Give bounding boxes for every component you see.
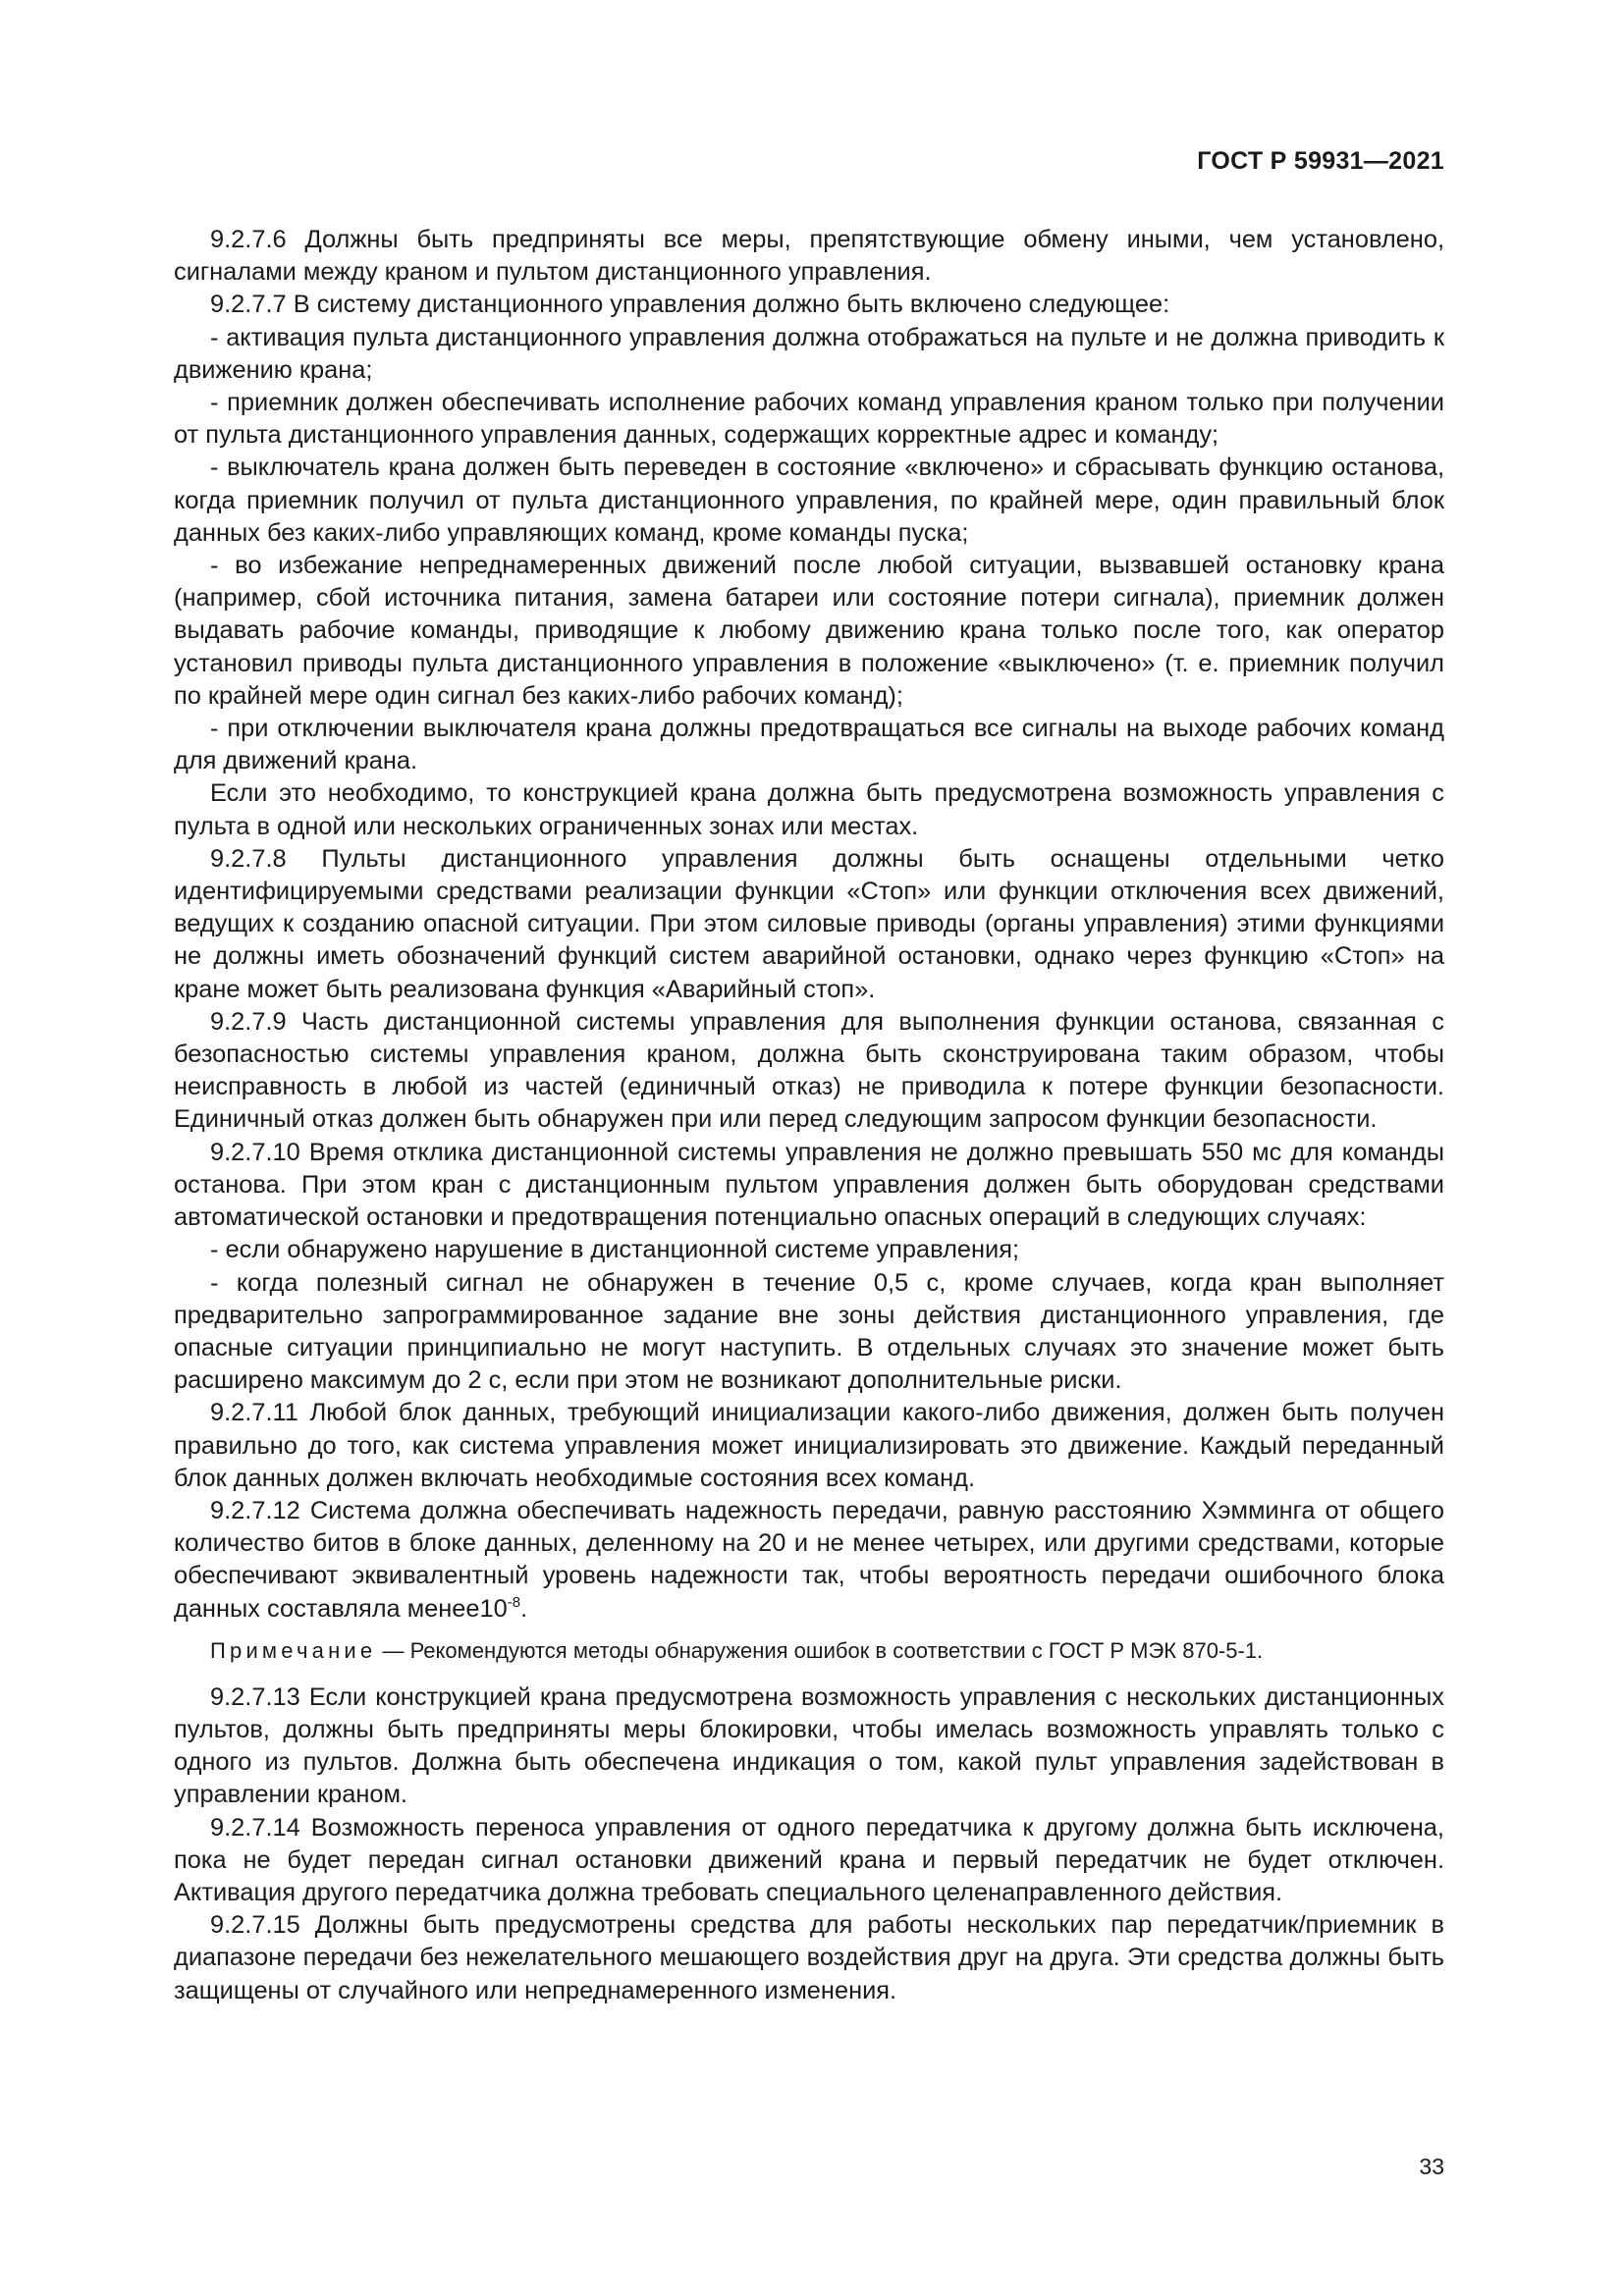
exponent: -8 bbox=[507, 1593, 521, 1611]
list-item: - при отключении выключателя крана должны предотвращаться все сигналы на выходе рабочих команд для движений крана. bbox=[174, 715, 1444, 775]
paragraph-9-2-7-9: 9.2.7.9 Часть дистанционной системы управления для выполнения функции останова, связанная с безопасностью системы управления краном, должна быть сконструирована таким образом, чтобы неисправность в любой из частей (единичный отказ) не приводила к потере функции безопасности. Единичный отказ должен быть обнаружен при или перед следующим запросом функции безопасности. bbox=[174, 1007, 1444, 1134]
paragraph-9-2-7-8: 9.2.7.8 Пульты дистанционного управления должны быть оснащены отдельными четко идентифицируемыми средствами реализации функции «Стоп» или функции отключения всех движений, ведущих к созданию опасной ситуации. При этом силовые приводы (органы управления) этими функциями не должны иметь обозначений функций систем аварийной остановки, однако через функцию «Стоп» на кране может быть реализована функция «Аварийный стоп». bbox=[174, 844, 1444, 1003]
paragraph-9-2-7-13: 9.2.7.13 Если конструкцией крана предусмотрена возможность управления с нескольких дистанционных пультов, должны быть предприняты меры блокировки, чтобы имелась возможность управлять только с одного из пультов. Должна быть обеспечена индикация о том, какой пульт управления задействован в управлении краном. bbox=[174, 1682, 1444, 1809]
paragraph-text: 9.2.7.12 Система должна обеспечивать надежность передачи, равную расстоянию Хэмминга от общего количество битов в блоке данных, деленному на 20 и не менее четырех, или другими средствами, которые обеспечивают эквивалентный уровень надежности так, чтобы вероятность передачи ошибочного блока данных составляла менее10 bbox=[174, 1496, 1444, 1623]
list-item: - во избежание непреднамеренных движений после любой ситуации, вызвавшей остановку крана (например, сбой источника питания, замена батареи или состояние потери сигнала), приемник должен выдавать рабочие команды, приводящие к любому движению крана только после того, как оператор установил приводы пульта дистанционного управления в положение «выключено» (т. е. приемник получил по крайней мере один сигнал без каких-либо рабочих команд); bbox=[174, 552, 1444, 710]
paragraph-9-2-7-11: 9.2.7.11 Любой блок данных, требующий инициализации какого-либо движения, должен быть получен правильно до того, как система управления может инициализировать это движение. Каждый переданный блок данных должен включать необходимые состояния всех команд. bbox=[174, 1399, 1444, 1492]
document-header: ГОСТ Р 59931—2021 bbox=[1197, 147, 1444, 175]
paragraph-9-2-7-6: 9.2.7.6 Должны быть предприняты все меры, препятствующие обмену иными, чем установлено, сигналами между краном и пультом дистанционного управления. bbox=[174, 226, 1444, 287]
document-body bbox=[174, 224, 1444, 2007]
paragraph-9-2-7-7: 9.2.7.7 В систему дистанционного управления должно быть включено следующее: bbox=[210, 291, 1170, 319]
list-item: - когда полезный сигнал не обнаружен в течение 0,5 с, кроме случаев, когда кран выполняет предварительно запрограммированное задание вне зоны действия дистанционного управления, где опасные ситуации принципиально не могут наступить. В отдельных случаях это значение может быть расширено максимум до 2 с, если при этом не возникают дополнительные риски. bbox=[174, 1268, 1444, 1395]
list-item: - активация пульта дистанционного управления должна отображаться на пульте и не должна приводить к движению крана; bbox=[174, 323, 1444, 384]
page-number: 33 bbox=[1419, 2154, 1444, 2179]
note-label: Примечание bbox=[210, 1637, 377, 1663]
paragraph: Если это необходимо, то конструкцией крана должна быть предусмотрена возможность управления с пульта в одной или нескольких ограниченных зонах или местах. bbox=[174, 779, 1444, 840]
paragraph-9-2-7-15: 9.2.7.15 Должны быть предусмотрены средства для работы нескольких пар передатчик/приемник в диапазоне передачи без нежелательного мешающего воздействия друг на друга. Эти средства должны быть защищены от случайного или непреднамеренного изменения. bbox=[174, 1911, 1444, 2004]
list-item: - если обнаружено нарушение в дистанционной системе управления; bbox=[210, 1236, 1020, 1264]
paragraph-end: . bbox=[520, 1594, 528, 1623]
paragraph-9-2-7-12 bbox=[174, 1495, 1444, 1626]
note-text: — Рекомендуются методы обнаружения ошибок в соответствии с ГОСТ Р МЭК 870-5-1. bbox=[376, 1637, 1264, 1663]
list-item: - приемник должен обеспечивать исполнение рабочих команд управления краном только при получении от пульта дистанционного управления данных, содержащих корректные адрес и команду; bbox=[174, 389, 1444, 450]
note bbox=[174, 1636, 1444, 1666]
list-item: - выключатель крана должен быть переведен в состояние «включено» и сбрасывать функцию останова, когда приемник получил от пульта дистанционного управления, по крайней мере, один правильный блок данных без каких-либо управляющих команд, кроме команды пуска; bbox=[174, 454, 1444, 547]
paragraph-9-2-7-10: 9.2.7.10 Время отклика дистанционной системы управления не должно превышать 550 мс для команды останова. При этом кран с дистанционным пультом управления должен быть оборудован средствами автоматической остановки и предотвращения потенциально опасных операций в следующих случаях: bbox=[174, 1138, 1444, 1232]
paragraph-9-2-7-14: 9.2.7.14 Возможность переноса управления от одного передатчика к другому должна быть исключена, пока не будет передан сигнал остановки движений крана и первый передатчик не будет отключен. Активация другого передатчика должна требовать специального целенаправленного действия. bbox=[174, 1813, 1444, 1906]
